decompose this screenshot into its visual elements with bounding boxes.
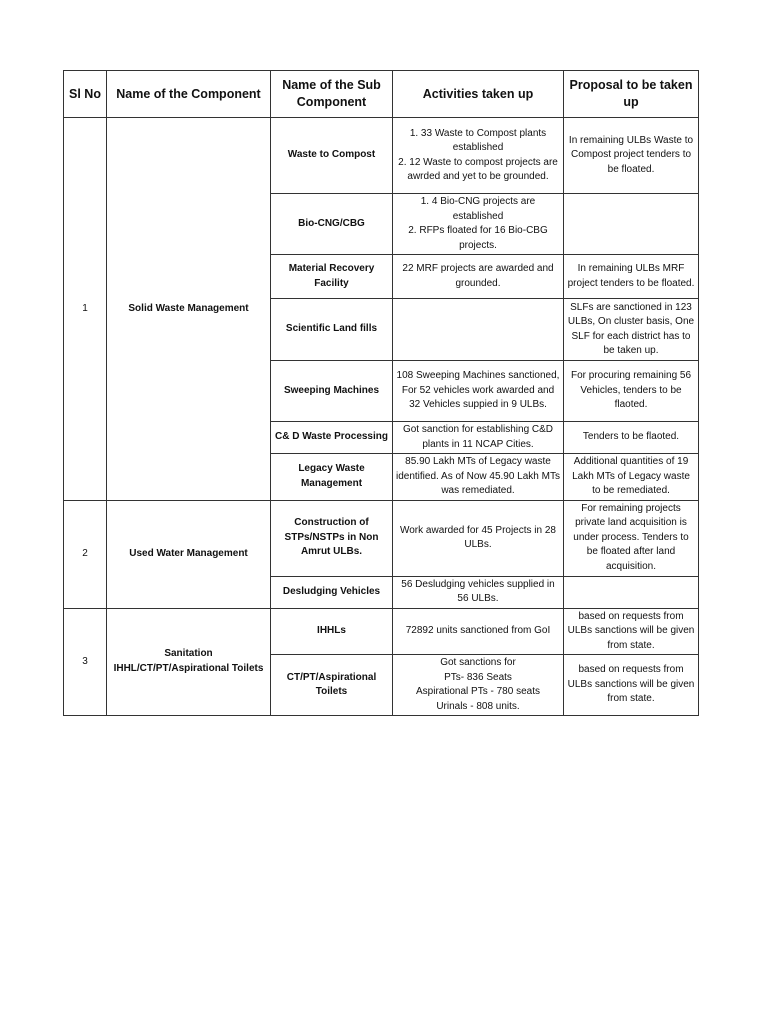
activity-cell: 1. 33 Waste to Compost plants established 2. 12 Waste to compost projects are awrded and yet to be grounded. — [393, 118, 564, 194]
sl-no-cell: 3 — [64, 608, 107, 716]
proposal-cell: based on requests from ULBs sanctions will be given from state. — [564, 655, 699, 716]
proposal-cell — [564, 576, 699, 608]
activity-cell: 85.90 Lakh MTs of Legacy waste identified. As of Now 45.90 Lakh MTs was remediated. — [393, 454, 564, 501]
component-cell: Solid Waste Management — [107, 118, 271, 501]
activity-cell — [393, 299, 564, 361]
activity-cell: 22 MRF projects are awarded and grounded. — [393, 255, 564, 299]
table-row — [64, 608, 699, 655]
sub-component-cell: CT/PT/Aspirational Toilets — [271, 655, 393, 716]
proposal-cell: SLFs are sanctioned in 123 ULBs, On cluster basis, One SLF for each district has to be taken up. — [564, 299, 699, 361]
sub-component-cell: IHHLs — [271, 608, 393, 655]
activity-cell: 108 Sweeping Machines sanctioned, For 52 vehicles work awarded and 32 Vehicles suppied in 9 ULBs. — [393, 361, 564, 422]
header-sl-no: Sl No — [64, 71, 107, 118]
activity-cell: Work awarded for 45 Projects in 28 ULBs. — [393, 500, 564, 576]
proposal-cell: For procuring remaining 56 Vehicles, tenders to be flaoted. — [564, 361, 699, 422]
proposal-cell: Additional quantities of 19 Lakh MTs of Legacy waste to be remediated. — [564, 454, 699, 501]
proposal-cell: For remaining projects private land acquisition is under process. Tenders to be floated after land acquisition. — [564, 500, 699, 576]
sub-component-cell: Bio-CNG/CBG — [271, 194, 393, 255]
activity-cell: Got sanction for establishing C&D plants in 11 NCAP Cities. — [393, 422, 564, 454]
activity-cell: 72892 units sanctioned from GoI — [393, 608, 564, 655]
header-row — [64, 71, 699, 118]
sub-component-cell: Sweeping Machines — [271, 361, 393, 422]
sub-component-cell: Legacy Waste Management — [271, 454, 393, 501]
components-table — [63, 70, 699, 716]
proposal-cell: based on requests from ULBs sanctions will be given from state. — [564, 608, 699, 655]
sl-no-cell: 2 — [64, 500, 107, 608]
sub-component-cell: Waste to Compost — [271, 118, 393, 194]
proposal-cell — [564, 194, 699, 255]
activity-cell: 56 Desludging vehicles supplied in 56 ULBs. — [393, 576, 564, 608]
header-component: Name of the Component — [107, 71, 271, 118]
sub-component-cell: Material Recovery Facility — [271, 255, 393, 299]
activity-cell: 1. 4 Bio-CNG projects are established 2. RFPs floated for 16 Bio-CBG projects. — [393, 194, 564, 255]
component-cell: Used Water Management — [107, 500, 271, 608]
header-proposal: Proposal to be taken up — [564, 71, 699, 118]
activity-cell: Got sanctions for PTs- 836 Seats Aspirational PTs - 780 seats Urinals - 808 units. — [393, 655, 564, 716]
proposal-cell: In remaining ULBs Waste to Compost project tenders to be floated. — [564, 118, 699, 194]
sl-no-cell: 1 — [64, 118, 107, 501]
table-row — [64, 500, 699, 576]
header-activities: Activities taken up — [393, 71, 564, 118]
table-row — [64, 118, 699, 194]
header-sub-component: Name of the Sub Component — [271, 71, 393, 118]
sub-component-cell: Desludging Vehicles — [271, 576, 393, 608]
proposal-cell: In remaining ULBs MRF project tenders to be floated. — [564, 255, 699, 299]
sub-component-cell: Construction of STPs/NSTPs in Non Amrut ULBs. — [271, 500, 393, 576]
component-cell: Sanitation IHHL/CT/PT/Aspirational Toilets — [107, 608, 271, 716]
sub-component-cell: Scientific Land fills — [271, 299, 393, 361]
sub-component-cell: C& D Waste Processing — [271, 422, 393, 454]
proposal-cell: Tenders to be flaoted. — [564, 422, 699, 454]
